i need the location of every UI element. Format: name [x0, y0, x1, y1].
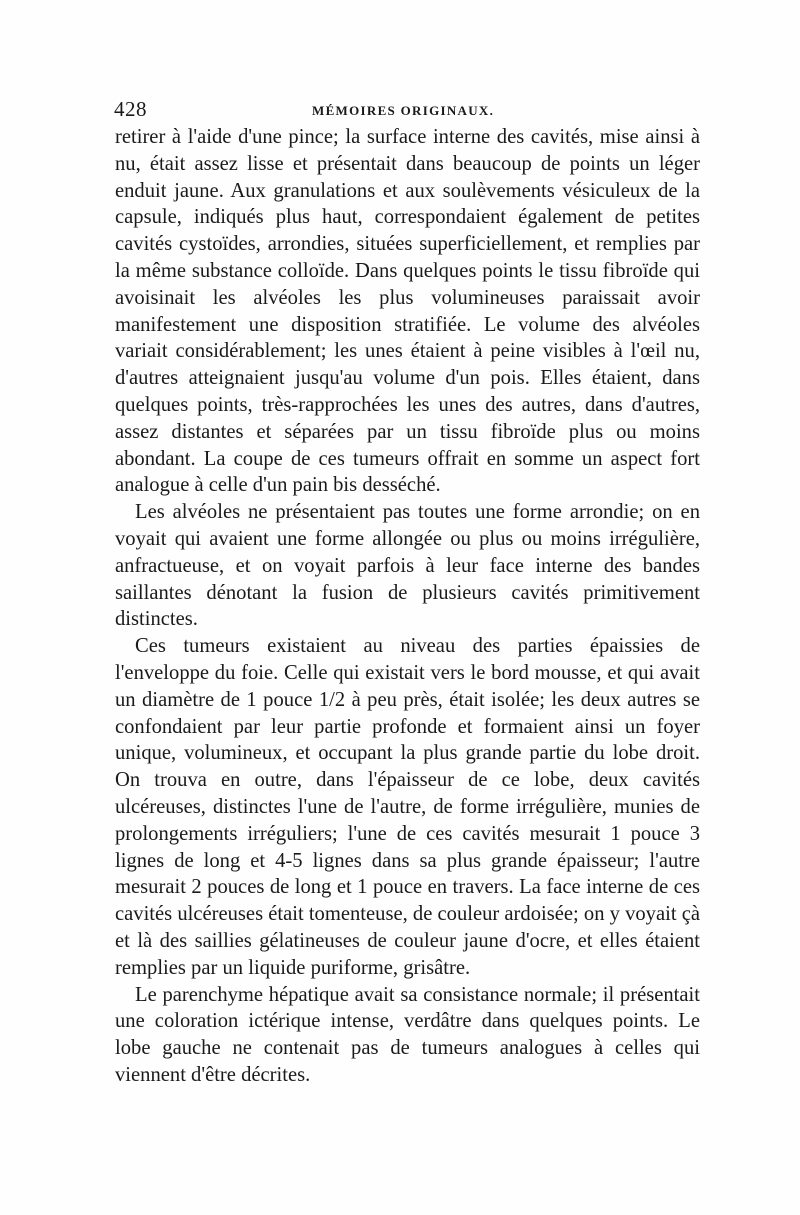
paragraph-alveoles: Les alvéoles ne présentaient pas toutes une forme arrondie; on en voyait qui avaient une forme allongée ou plus ou moins irrégulière, anfractueuse, et on voyait parfois à leur face interne des bandes saillantes dénotant la fusion de plusieurs cavités primitivement distinctes.	[115, 501, 700, 631]
paragraph-continued: retirer à l'aide d'une pince; la surface interne des cavités, mise ainsi à nu, était assez lisse et présentait dans beaucoup de points un léger enduit jaune. Aux granulations et aux soulèvements vésiculeux de la capsule, indiqués plus haut, correspondaient également de petites cavités cystoïdes, arrondies, situées superficiellement, et remplies par la même substance colloïde. Dans quelques points le tissu fibroïde qui avoisinait les alvéoles les plus volumineuses paraissait avoir manifestement une disposition stratifiée. Le volume des alvéoles variait considérablement; les unes étaient à peine visibles à l'œil nu, d'autres atteignaient jusqu'au volume d'un pois. Elles étaient, dans quelques points, très-rapprochées les unes des autres, dans d'autres, assez distantes et séparées par un tissu fibroïde plus ou moins abondant. La coupe de ces tumeurs offrait en somme un aspect fort analogue à celle d'un pain bis desséché.	[115, 126, 700, 497]
running-title: MÉMOIRES ORIGINAUX.	[312, 103, 495, 118]
paragraph-tumeurs: Ces tumeurs existaient au niveau des parties épaissies de l'enveloppe du foie. Celle qui existait vers le bord mousse, et qui avait un diamètre de 1 pouce 1/2 à peu près, était isolée; les deux autres se confondaient par leur partie profonde et formaient ainsi un foyer unique, volumineux, et occupant la plus grande partie du lobe droit. On trouva en outre, dans l'épaisseur de ce lobe, deux cavités ulcéreuses, distinctes l'une de l'autre, de forme irrégulière, munies de prolongements irréguliers; l'une de ces cavités mesurait 1 pouce 3 lignes de long et 4-5 lignes dans sa plus grande épaisseur; l'autre mesurait 2 pouces de long et 1 pouce en travers. La face interne de ces cavités ulcéreuses était tomenteuse, de couleur ardoisée; on y voyait çà et là des saillies gélatineuses de couleur jaune d'ocre, et elles étaient remplies par un liquide puriforme, grisâtre.	[115, 635, 700, 979]
page-header	[114, 97, 706, 127]
page-number: 428	[114, 97, 147, 121]
body-text	[115, 124, 700, 1089]
paragraph-parenchyme: Le parenchyme hépatique avait sa consistance normale; il présentait une coloration ictérique intense, verdâtre dans quelques points. Le lobe gauche ne contenait pas de tumeurs analogues à celles qui viennent d'être décrites.	[115, 983, 700, 1086]
